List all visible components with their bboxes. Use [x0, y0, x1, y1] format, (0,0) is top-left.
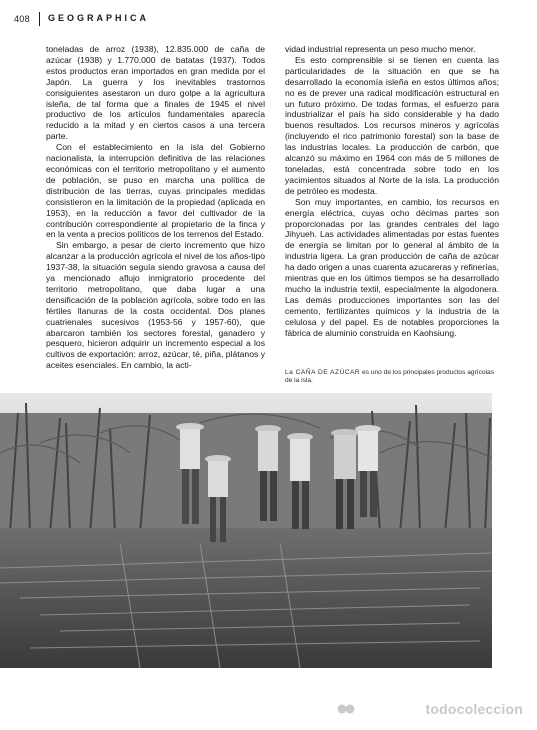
right-column — [285, 44, 499, 338]
sugarcane-field-photo — [0, 393, 492, 668]
watermark-text: todocoleccion — [425, 701, 523, 717]
right-paragraph-2: Es esto comprensible si se tienen en cuenta las particularidades de la situación en que se ha desarrollado la economía isleña en estos últimos años; no es de prever una radical modificación estructural en un futuro próximo. De todas formas, el esfuerzo para industrializar el país ha sido considerable y ha dado buenos resultados. Los recursos mineros y agrícolas (incluyendo el rico patrimonio forestal) son la base de las industrias locales. La producción de carbón, que alcanzó su máximo en 1964 con más de 5 millones de toneladas, está concentrada sobre todo en los yacimientos situados al Norte de la isla. La producción de petróleo es modesta. — [285, 54, 499, 196]
photo-illustration — [0, 393, 492, 668]
todocoleccion-logo-icon — [337, 702, 355, 716]
header-divider — [39, 12, 40, 26]
caption-text: es uno de los principales productos agrícolas de la isla. — [285, 369, 494, 384]
page-number: 408 — [14, 14, 30, 24]
left-paragraph-3: Sin embargo, a pesar de cierto incremento que hizo alcanzar a la producción agrícola el nivel de los años-tipo 1937-38, la situación seguía siendo gravosa a causa del ya mencionado aflujo inmigratorio procedente del territorio metropolitano, que daba lugar a una densificación de la población agrícola, sobre todo en las fértiles llanuras de la costa occidental. Dos planes cuatrienales sucesivos (1953-56 y 1957-60), que abarcaron también los sectores forestal, ganadero y pesquero, hicieron adquirir un incremento especial a los cultivos de exportación: arroz, azúcar, té, piña, plátanos y aceites esenciales. En cambio, la acti- — [46, 240, 265, 371]
left-paragraph-1: toneladas de arroz (1938), 12.835.000 de caña de azúcar (1938) y 1.770.000 de batatas (1937). Todos estos productos eran importados en gran medida por el Japón. La guerra y los inevitables trastornos consiguientes asestaron un duro golpe a la agricultura isleña, de tal forma que a finales de 1945 el nivel productivo de los artículos fundamentales aparecía reducido a la mitad y en ciertos casos a una tercera parte. — [46, 44, 265, 142]
left-paragraph-2: Con el establecimiento en la isla del Gobierno nacionalista, la interrupción definitiva de las relaciones económicas con el territorio metropolitano y el aumento de población, se puso en marcha una política de distribución de las tierras, cuyas principales medidas consistieron en la limitación de la propiedad (aplicada en 1953), en la reducción a favor del cultivador de la contribución correspondiente al propietario de la finca y en la venta a precios políticos de los terrenos del Estado. — [46, 142, 265, 240]
left-column — [46, 44, 265, 371]
watermark-logo — [337, 702, 355, 716]
section-title: GEOGRAPHICA — [48, 13, 150, 23]
right-paragraph-1: vidad industrial representa un peso mucho menor. — [285, 44, 476, 54]
caption-lead: La CAÑA DE AZÚCAR — [285, 369, 361, 376]
right-paragraph-3: Son muy importantes, en cambio, los recursos en energía eléctrica, cuyas ocho décimas partes son proporcionadas por las grandes centrales del lago Jihyueh. Las actividades alimentadas por estas fuentes de energía se limitan por lo general al ámbito de la industria ligera. La gran producción de caña de azúcar ha dado origen a unas cuarenta azucareras y refinerías, mientras que en los últimos tiempos se ha desarrollado mucho la industria textil, especialmente la algodonera. Las demás producciones importantes son las del cemento, fertilizantes químicos y la industria de la celulosa y del papel. Es de notables proporciones la fábrica de aluminio construida en Kaohsiung. — [285, 196, 499, 338]
photo-caption — [285, 369, 499, 385]
